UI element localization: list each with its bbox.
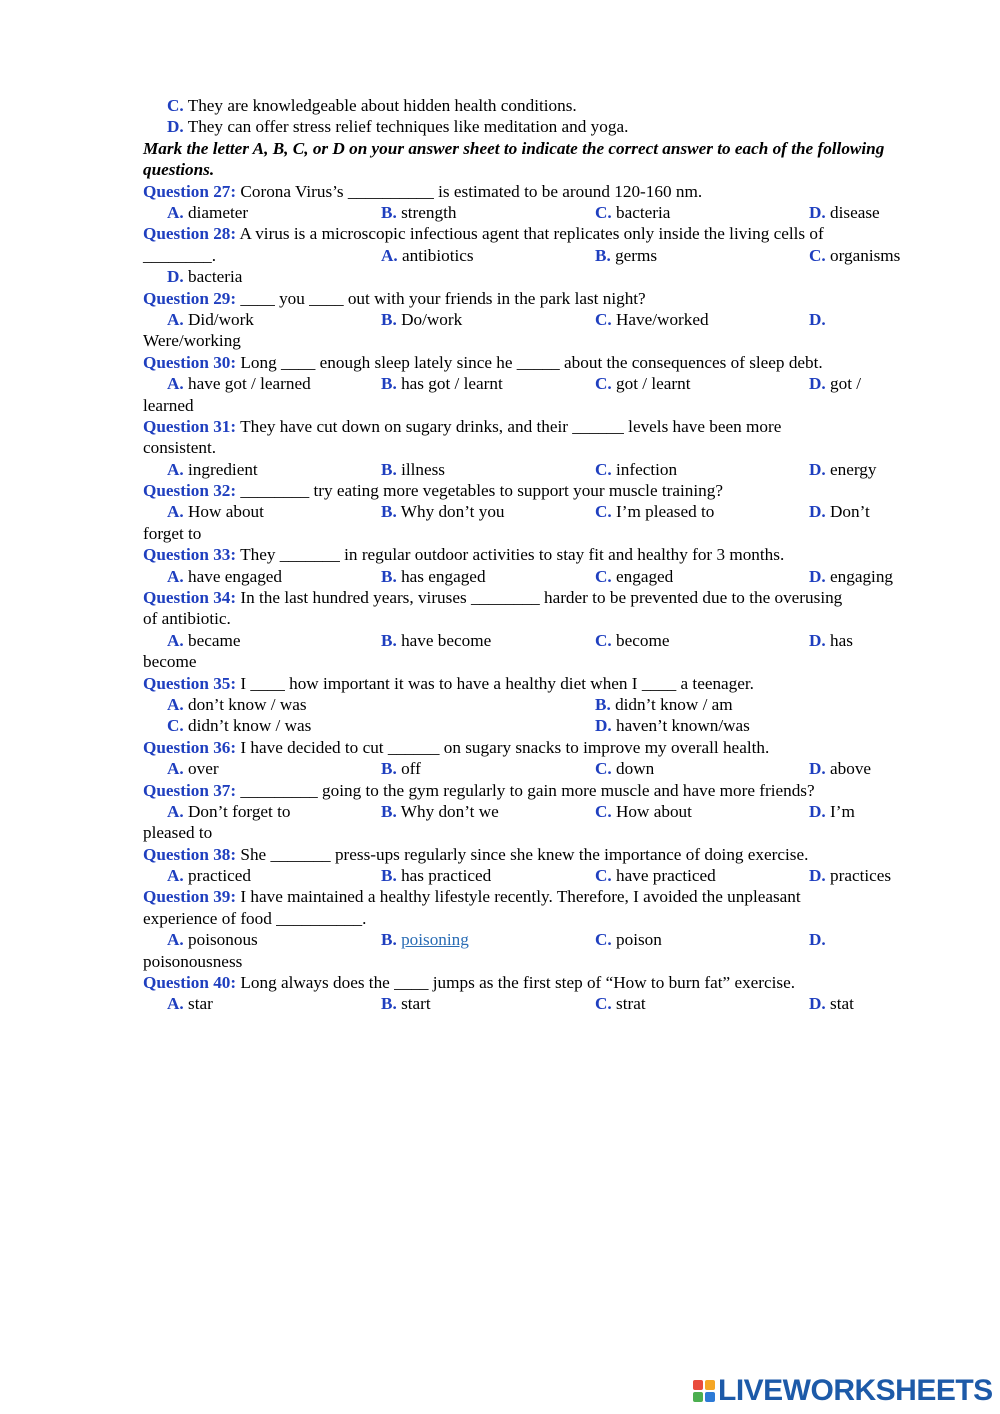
option-text: strength [396, 202, 457, 222]
answer-option[interactable] [809, 801, 855, 822]
option-text: has engaged [396, 566, 486, 586]
answer-option[interactable] [595, 566, 673, 587]
option-letter: A. [167, 994, 184, 1014]
options-row [143, 801, 923, 822]
answer-option[interactable] [381, 309, 462, 330]
option-text: antibiotics [397, 245, 474, 265]
answer-option[interactable] [595, 694, 733, 715]
option-letter: B. [381, 994, 397, 1014]
option-letter: D. [809, 930, 826, 950]
answer-link[interactable]: poisoning [401, 930, 469, 950]
option-text: I’m pleased to [611, 502, 715, 522]
option-text: have got / learned [183, 374, 311, 394]
option-letter: D. [809, 309, 826, 329]
question-number: Question 28: [143, 224, 237, 244]
option-line [143, 95, 923, 116]
question-stem [143, 780, 923, 801]
question-stem [143, 737, 923, 758]
option-letter: A. [167, 566, 184, 586]
answer-option[interactable] [595, 929, 662, 950]
option-letter: C. [595, 566, 612, 586]
answer-option[interactable] [595, 459, 677, 480]
option-letter: B. [381, 866, 397, 886]
option-text: They are knowledgeable about hidden health conditions. [183, 96, 577, 115]
options-row [143, 758, 923, 779]
option-text: over [183, 759, 219, 779]
answer-option[interactable] [167, 202, 248, 223]
option-letter: C. [167, 96, 184, 115]
option-letter: C. [595, 759, 612, 779]
option-letter: A. [167, 930, 184, 950]
question-stem-continued [143, 908, 923, 929]
option-text: poison [611, 930, 662, 950]
question-text: ____ you ____ out with your friends in the park last night? [236, 288, 646, 308]
answer-option[interactable] [809, 309, 826, 330]
options-row [143, 694, 923, 715]
answer-option[interactable] [595, 715, 750, 736]
answer-option[interactable] [809, 929, 826, 950]
option-letter: C. [595, 930, 612, 950]
answer-option[interactable] [809, 865, 891, 886]
option-text: don’t know / was [183, 694, 307, 714]
option-letter: A. [167, 759, 184, 779]
answer-option[interactable] [167, 694, 307, 715]
question-number: Question 40: [143, 973, 237, 993]
options-row [143, 630, 923, 651]
options-row [143, 501, 923, 522]
answer-option[interactable] [167, 309, 254, 330]
answer-option[interactable] [809, 566, 893, 587]
option-letter: A. [167, 801, 184, 821]
option-text: has practiced [396, 866, 492, 886]
option-text: have become [396, 630, 492, 650]
option-wrap [143, 822, 923, 843]
answer-option[interactable] [381, 501, 505, 522]
answer-option[interactable] [381, 758, 421, 779]
question-stem-continued [143, 608, 923, 629]
option-text: engaging [825, 566, 894, 586]
answer-option[interactable] [595, 801, 692, 822]
option-letter: D. [809, 801, 826, 821]
option-letter: C. [809, 245, 826, 265]
answer-option[interactable] [809, 630, 853, 651]
option-line [143, 116, 923, 137]
option-text: Don’t forget to [183, 801, 291, 821]
options-row [143, 715, 923, 736]
options-row [143, 459, 923, 480]
question-text: She _______ press-ups regularly since she knew the importance of doing exercise. [236, 844, 809, 864]
option-letter: A. [167, 630, 184, 650]
option-text: start [396, 994, 431, 1014]
liveworksheets-logo [693, 1374, 993, 1408]
question-number: Question 27: [143, 181, 237, 201]
option-text: energy [825, 459, 877, 479]
option-text: star [183, 994, 213, 1014]
question-text: I have maintained a healthy lifestyle recently. Therefore, I avoided the unpleasant [236, 887, 801, 907]
option-text: diameter [183, 202, 249, 222]
answer-option[interactable] [167, 566, 282, 587]
question-number: Question 32: [143, 481, 237, 501]
option-text: How about [611, 801, 692, 821]
option-letter: C. [595, 866, 612, 886]
question-number: Question 33: [143, 545, 237, 565]
question-number: Question 34: [143, 588, 237, 608]
option-letter: B. [381, 566, 397, 586]
option-wrap [143, 651, 923, 672]
question-stem-continued [143, 437, 923, 458]
question-text: I have decided to cut ______ on sugary snacks to improve my overall health. [236, 737, 770, 757]
answer-option[interactable] [167, 373, 311, 394]
answer-option[interactable] [809, 501, 870, 522]
question-text: _________ going to the gym regularly to gain more muscle and have more friends? [236, 780, 815, 800]
option-wrap [143, 330, 923, 351]
option-text: Don’t [825, 502, 870, 522]
option-text: practices [825, 866, 892, 886]
option-text: have engaged [183, 566, 283, 586]
question-number: Question 30: [143, 352, 237, 372]
answer-option[interactable] [381, 245, 474, 266]
option-letter: D. [809, 502, 826, 522]
option-text: illness [396, 459, 445, 479]
option-letter: D. [809, 566, 826, 586]
option-line [143, 266, 923, 287]
answer-option[interactable] [167, 993, 213, 1014]
answer-option[interactable] [167, 630, 241, 651]
option-text: bacteria [611, 202, 671, 222]
option-letter: B. [381, 630, 397, 650]
option-text: become [611, 630, 670, 650]
option-letter: D. [595, 716, 612, 736]
option-letter: C. [595, 309, 612, 329]
options-row [143, 373, 923, 394]
question-stem [143, 352, 923, 373]
option-text: I’m [825, 801, 855, 821]
option-letter: D. [167, 267, 184, 287]
answer-option[interactable] [167, 715, 311, 736]
answer-option[interactable] [809, 758, 871, 779]
question-text: A virus is a microscopic infectious agent that replicates only inside the living cells of [236, 224, 824, 244]
option-text: poisonousness [143, 951, 243, 971]
option-letter: D. [809, 202, 826, 222]
question-number: Question 37: [143, 780, 237, 800]
option-letter: A. [167, 374, 184, 394]
option-text: learned [143, 395, 194, 415]
question-number: Question 31: [143, 416, 237, 436]
option-text: engaged [611, 566, 674, 586]
question-text: consistent. [143, 438, 217, 458]
options-row [143, 865, 923, 886]
option-text: germs [610, 245, 658, 265]
question-text: They have cut down on sugary drinks, and their ______ levels have been more [236, 416, 782, 436]
answer-option[interactable] [595, 501, 714, 522]
answer-option[interactable] [381, 630, 491, 651]
question-number: Question 35: [143, 673, 237, 693]
option-letter: A. [167, 502, 184, 522]
question-number: Question 36: [143, 737, 237, 757]
answer-option[interactable] [595, 202, 670, 223]
option-text: poisonous [183, 930, 258, 950]
logo-square [693, 1380, 703, 1390]
answer-option[interactable] [381, 202, 456, 223]
question-stem [143, 181, 923, 202]
option-letter: C. [595, 459, 612, 479]
answer-option[interactable] [381, 566, 486, 587]
option-letter: C. [595, 502, 612, 522]
option-text: disease [825, 202, 880, 222]
option-letter: A. [167, 694, 184, 714]
option-text: practiced [183, 866, 251, 886]
question-text: experience of food __________. [143, 908, 367, 928]
option-letter: A. [381, 245, 398, 265]
option-wrap [143, 395, 923, 416]
option-text: Were/working [143, 331, 241, 351]
question-text: Long ____ enough sleep lately since he _____ about the consequences of sleep debt. [236, 352, 823, 372]
question-text: I ____ how important it was to have a healthy diet when I ____ a teenager. [236, 673, 754, 693]
options-row [143, 202, 923, 223]
option-letter: B. [595, 245, 611, 265]
answer-option[interactable] [809, 245, 900, 266]
option-text: Why don’t you [396, 502, 505, 522]
answer-option[interactable] [381, 459, 445, 480]
option-wrap [143, 951, 923, 972]
option-wrap [143, 523, 923, 544]
option-text: got / learnt [611, 374, 691, 394]
option-letter: C. [595, 202, 612, 222]
option-letter: B. [381, 759, 397, 779]
option-text: didn’t know / was [183, 716, 312, 736]
answer-option[interactable] [809, 202, 880, 223]
question-text: They _______ in regular outdoor activities to stay fit and healthy for 3 months. [236, 545, 785, 565]
question-text: of antibiotic. [143, 609, 231, 629]
option-letter: D. [809, 866, 826, 886]
option-text: strat [611, 994, 646, 1014]
option-letter: C. [595, 994, 612, 1014]
option-letter: D. [809, 459, 826, 479]
question-stem [143, 844, 923, 865]
question-stem [143, 587, 923, 608]
option-text: Do/work [396, 309, 463, 329]
answer-option[interactable] [381, 373, 503, 394]
option-text: have practiced [611, 866, 716, 886]
question-stem [143, 480, 923, 501]
option-text: down [611, 759, 655, 779]
options-row [143, 993, 923, 1014]
answer-option[interactable] [595, 630, 669, 651]
logo-square [705, 1392, 715, 1402]
options-row [143, 309, 923, 330]
question-text: ________. [143, 245, 217, 265]
option-letter: B. [381, 374, 397, 394]
option-letter: A. [167, 202, 184, 222]
option-text: ingredient [183, 459, 258, 479]
option-letter: D. [167, 117, 184, 137]
option-letter: C. [167, 716, 184, 736]
answer-option[interactable] [595, 758, 654, 779]
option-text: pleased to [143, 823, 213, 843]
question-stem [143, 673, 923, 694]
answer-option[interactable] [809, 459, 876, 480]
answer-option[interactable] [167, 459, 258, 480]
option-text: didn’t know / am [610, 694, 733, 714]
option-letter: B. [381, 502, 397, 522]
option-letter: A. [167, 309, 184, 329]
option-text [397, 930, 469, 949]
options-row [143, 566, 923, 587]
question-stem [143, 223, 923, 244]
question-number: Question 39: [143, 887, 237, 907]
option-text: has got / learnt [396, 374, 503, 394]
option-text: haven’t known/was [611, 716, 750, 736]
option-letter: B. [381, 309, 397, 329]
question-text: Long always does the ____ jumps as the first step of “How to burn fat” exercise. [236, 973, 796, 993]
option-letter: C. [595, 630, 612, 650]
option-text: above [825, 759, 872, 779]
question-number: Question 38: [143, 844, 237, 864]
option-letter: B. [381, 801, 397, 821]
question-stem [143, 886, 923, 907]
question-stem [143, 288, 923, 309]
option-letter: B. [381, 202, 397, 222]
worksheet-page [143, 95, 923, 1015]
answer-option[interactable] [381, 993, 431, 1014]
answer-option[interactable] [167, 801, 291, 822]
option-text: Did/work [183, 309, 254, 329]
answer-option[interactable] [167, 929, 258, 950]
option-letter: A. [167, 459, 184, 479]
option-text: Why don’t we [396, 801, 499, 821]
option-letter: B. [381, 930, 397, 950]
option-letter: D. [809, 994, 826, 1014]
question-number: Question 29: [143, 288, 237, 308]
question-stem [143, 544, 923, 565]
question-text: In the last hundred years, viruses ________ harder to be prevented due to the overusing [236, 588, 843, 608]
option-text: How about [183, 502, 264, 522]
logo-square [705, 1380, 715, 1390]
answer-option[interactable] [595, 245, 657, 266]
question-stem [143, 416, 923, 437]
answer-option[interactable] [809, 993, 854, 1014]
option-letter: B. [381, 459, 397, 479]
answer-option[interactable] [167, 865, 251, 886]
option-text: They can offer stress relief techniques like meditation and yoga. [183, 117, 629, 137]
logo-text: LIVEWORKSHEETS [718, 1374, 993, 1407]
option-text: became [183, 630, 241, 650]
option-letter: D. [809, 374, 826, 394]
answer-option[interactable] [381, 929, 469, 950]
answer-option[interactable] [381, 865, 491, 886]
answer-option[interactable] [595, 993, 646, 1014]
question-text: ________ try eating more vegetables to support your muscle training? [236, 481, 723, 501]
option-letter: C. [595, 801, 612, 821]
option-text: organisms [825, 245, 901, 265]
question-stem [143, 972, 923, 993]
option-text: got / [825, 374, 862, 394]
option-letter: D. [809, 630, 826, 650]
logo-square [693, 1392, 703, 1402]
option-text: stat [825, 994, 854, 1014]
option-letter: B. [595, 694, 611, 714]
option-text: infection [611, 459, 678, 479]
option-text: has [825, 630, 853, 650]
option-text: bacteria [183, 267, 243, 287]
answer-option[interactable] [809, 373, 861, 394]
option-letter: A. [167, 866, 184, 886]
option-text: off [396, 759, 421, 779]
instructions: Mark the letter A, B, C, or D on your answer sheet to indicate the correct answer to each of the following questions. [143, 138, 885, 180]
option-letter: D. [809, 759, 826, 779]
option-letter: C. [595, 374, 612, 394]
answer-option[interactable] [595, 309, 709, 330]
logo-icon [693, 1380, 715, 1402]
answer-option[interactable] [167, 758, 219, 779]
option-text: become [143, 652, 197, 672]
answer-option[interactable] [595, 865, 716, 886]
question-stem-continued [143, 245, 923, 266]
answer-option[interactable] [595, 373, 690, 394]
options-row [143, 929, 923, 950]
option-text: Have/worked [611, 309, 709, 329]
answer-option[interactable] [381, 801, 499, 822]
option-text: forget to [143, 523, 202, 543]
question-text: Corona Virus’s __________ is estimated to be around 120-160 nm. [236, 181, 703, 201]
answer-option[interactable] [167, 501, 264, 522]
